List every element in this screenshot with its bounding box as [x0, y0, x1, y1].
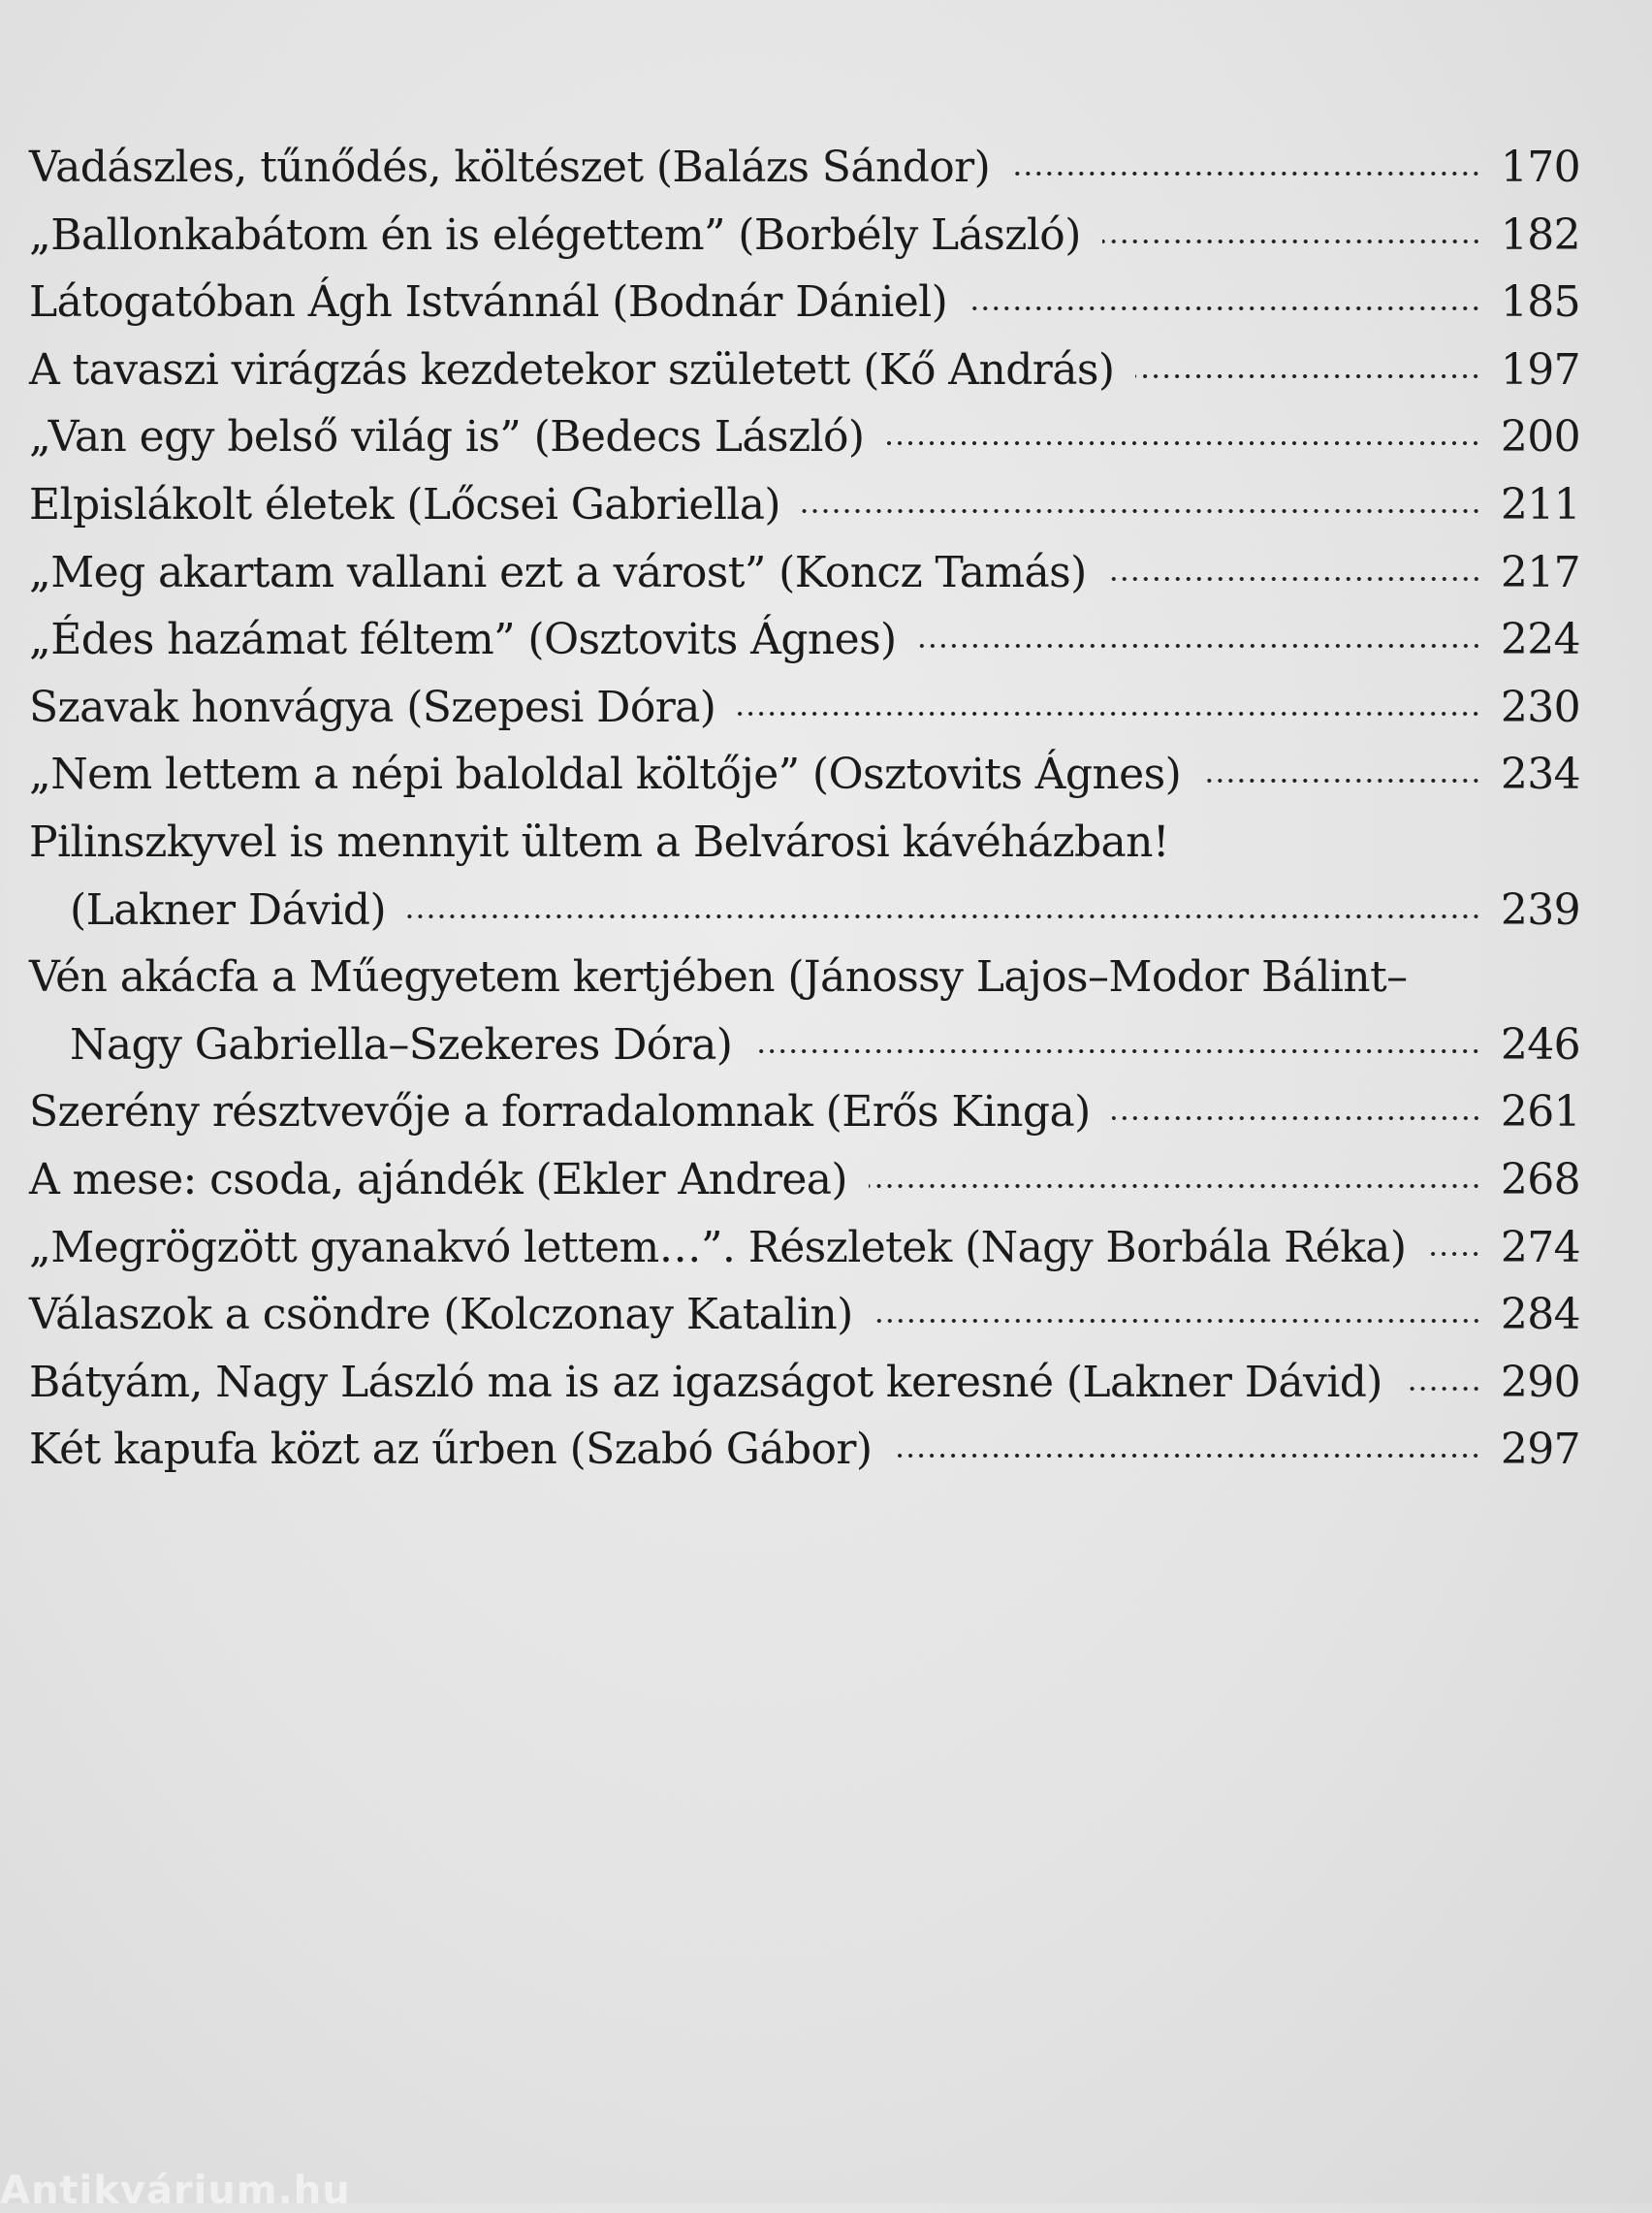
toc-entry	[29, 337, 1580, 404]
toc-entry-title: Pilinszkyvel is mennyit ültem a Belvárosi kávéházban!	[29, 817, 1169, 867]
dot-leader	[407, 914, 1481, 918]
toc-entry-title: „Ballonkabátom én is elégettem” (Borbély László)	[29, 209, 1081, 260]
toc-entry	[29, 1416, 1580, 1484]
toc-entry	[29, 809, 1580, 944]
toc-entry-continuation	[29, 1011, 1580, 1079]
toc-entry-line	[29, 1078, 1580, 1146]
toc-entry	[29, 741, 1580, 809]
dot-leader	[802, 509, 1481, 513]
dot-leader	[869, 1184, 1481, 1188]
toc-entry	[29, 134, 1580, 202]
dot-leader	[753, 1049, 1481, 1053]
toc-entry	[29, 539, 1580, 607]
toc-entry-line	[29, 809, 1580, 877]
toc-page-number: 284	[1500, 1290, 1580, 1340]
dot-leader	[1135, 374, 1481, 378]
toc-entry	[29, 1349, 1580, 1417]
toc-entry	[29, 1146, 1580, 1214]
toc-entry-title: Vén akácfa a Műegyetem kertjében (Jánossy Lajos–Modor Bálint–	[29, 952, 1408, 1003]
toc-entry-title: „Édes hazámat féltem” (Osztovits Ágnes)	[29, 615, 897, 665]
toc-entry-line	[29, 1416, 1580, 1484]
toc-entry-title: Látogatóban Ágh Istvánnál (Bodnár Dániel)	[29, 277, 948, 328]
toc-page-number: 246	[1500, 1019, 1580, 1070]
toc-page-number: 170	[1500, 143, 1580, 192]
toc-page-number: 234	[1500, 750, 1580, 800]
dot-leader	[1112, 1116, 1481, 1120]
dot-leader	[874, 1319, 1481, 1323]
toc-entry-title: „Meg akartam vallani ezt a várost” (Koncz Tamás)	[29, 547, 1087, 597]
toc-entry	[29, 1078, 1580, 1146]
toc-page-number: 200	[1500, 412, 1580, 463]
toc-page-number: 182	[1500, 209, 1580, 260]
toc-entry-line	[29, 1281, 1580, 1349]
toc-entry-title: „Megrögzött gyanakvó lettem…”. Részletek (Nagy Borbála Réka)	[29, 1222, 1407, 1272]
dot-leader	[885, 441, 1481, 445]
toc-page-number: 211	[1500, 479, 1580, 529]
toc-page-number: 185	[1500, 277, 1580, 328]
toc-page-number: 239	[1500, 884, 1580, 935]
toc-page-number: 297	[1500, 1425, 1580, 1475]
toc-entry	[29, 1281, 1580, 1349]
dot-leader	[1102, 240, 1481, 243]
dot-leader	[969, 306, 1481, 310]
toc-entry-line	[29, 1146, 1580, 1214]
toc-entry-title: „Van egy belső világ is” (Bedecs László)	[29, 412, 865, 463]
toc-entry-title: „Nem lettem a népi baloldal költője” (Osztovits Ágnes)	[29, 750, 1182, 800]
toc-page-number: 261	[1500, 1087, 1580, 1138]
toc-entry-line	[29, 741, 1580, 809]
toc-entry-title: A mese: csoda, ajándék (Ekler Andrea)	[29, 1154, 847, 1204]
toc-entry-line	[29, 202, 1580, 270]
watermark: Antikvárium.hu	[0, 2168, 351, 2213]
toc-entry	[29, 269, 1580, 337]
toc-page-number: 268	[1500, 1154, 1580, 1204]
toc-entry-title: A tavaszi virágzás kezdetekor született (Kő András)	[29, 344, 1115, 395]
toc-entry	[29, 202, 1580, 270]
toc-page-number: 230	[1500, 682, 1580, 732]
toc-entry-title: (Lakner Dávid)	[70, 884, 387, 935]
toc-page-number: 274	[1500, 1222, 1580, 1272]
toc-entry-line	[29, 674, 1580, 742]
table-of-contents	[29, 134, 1580, 1484]
toc-entry-line	[29, 269, 1580, 337]
toc-page-number: 224	[1500, 615, 1580, 665]
toc-entry-title: Szerény résztvevője a forradalomnak (Erős Kinga)	[29, 1087, 1091, 1138]
toc-entry	[29, 1214, 1580, 1282]
toc-entry-line	[29, 134, 1580, 202]
dot-leader	[1427, 1252, 1481, 1256]
toc-entry	[29, 403, 1580, 471]
toc-entry-line	[29, 944, 1580, 1011]
toc-page-number: 290	[1500, 1357, 1580, 1407]
toc-entry-continuation	[29, 877, 1580, 945]
toc-entry-title: Bátyám, Nagy László ma is az igazságot keresné (Lakner Dávid)	[29, 1357, 1382, 1407]
dot-leader	[1404, 1387, 1481, 1391]
toc-entry-line	[29, 403, 1580, 471]
toc-entry-line	[29, 1349, 1580, 1417]
dot-leader	[918, 644, 1481, 648]
toc-entry	[29, 944, 1580, 1078]
toc-entry-line	[29, 539, 1580, 607]
toc-entry-title: Két kapufa közt az űrben (Szabó Gábor)	[29, 1425, 873, 1475]
dot-leader	[1108, 577, 1481, 581]
toc-entry-title: Válaszok a csöndre (Kolczonay Katalin)	[29, 1290, 853, 1340]
toc-entry-line	[29, 337, 1580, 404]
toc-entry-title: Elpislákolt életek (Lőcsei Gabriella)	[29, 479, 780, 529]
dot-leader	[1011, 172, 1481, 176]
toc-entry	[29, 606, 1580, 674]
toc-entry-line	[29, 1214, 1580, 1282]
toc-page-number: 197	[1500, 344, 1580, 395]
toc-entry-title: Nagy Gabriella–Szekeres Dóra)	[70, 1019, 733, 1070]
toc-entry-line	[29, 471, 1580, 539]
toc-entry	[29, 674, 1580, 742]
dot-leader	[737, 712, 1481, 716]
toc-page-number: 217	[1500, 547, 1580, 597]
dot-leader	[893, 1454, 1481, 1458]
dot-leader	[1202, 779, 1481, 783]
toc-entry-line	[29, 606, 1580, 674]
toc-entry-title: Vadászles, tűnődés, költészet (Balázs Sándor)	[29, 143, 991, 192]
toc-entry-title: Szavak honvágya (Szepesi Dóra)	[29, 682, 716, 732]
toc-entry	[29, 471, 1580, 539]
